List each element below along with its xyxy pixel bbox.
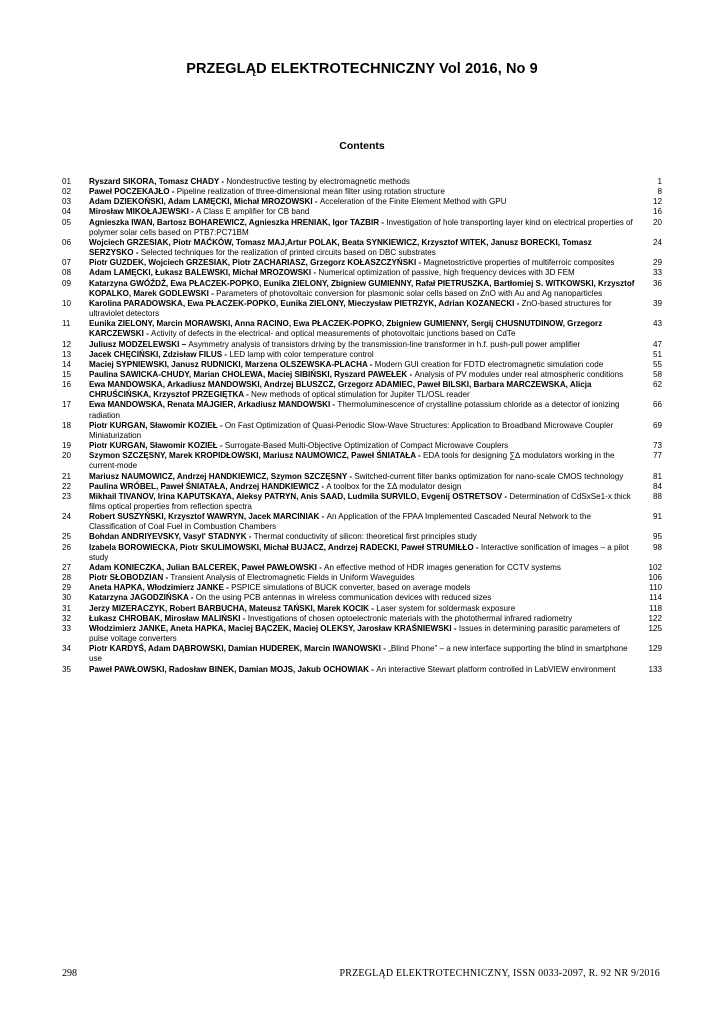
- toc-entry-text: [89, 340, 637, 350]
- toc-entry-title: Issues in determining parasitic parameters of pulse voltage converters: [89, 623, 620, 644]
- footer-page-number: 298: [62, 968, 77, 979]
- toc-entry-page: 51: [652, 349, 662, 359]
- toc-entry-title: An effective method of HDR images generation for CCTV systems: [324, 562, 561, 572]
- toc-entry-title: Thermoluminescence of crystalline potassium chloride as a detector of ionizing radiation: [89, 400, 620, 420]
- toc-entry-number: 30: [62, 593, 72, 603]
- toc-entry-text: [89, 187, 637, 197]
- toc-entry-authors: Paulina WRÓBEL, Paweł ŚNIATAŁA, Andrzej HANDKIEWICZ -: [89, 481, 327, 491]
- toc-entry-title: Laser system for soldermask exposure: [376, 603, 516, 613]
- toc-entry-page: 29: [652, 258, 662, 268]
- toc-entry-title: An interactive Stewart platform controlled in LabVIEW environment: [376, 664, 616, 674]
- toc-row: [62, 604, 662, 614]
- toc-entry-number: 21: [62, 471, 72, 481]
- toc-entry-authors: Adam DZIEKOŃSKI, Adam LAMĘCKI, Michał MROZOWSKI -: [89, 197, 320, 207]
- toc-entry-page: 66: [652, 400, 662, 410]
- toc-entry-page: 129: [648, 644, 662, 654]
- toc-entry-text: [89, 350, 637, 360]
- toc-entry-title: Determination of CdSxSe1-x thick films optical properties from reflection spectra: [89, 491, 631, 511]
- toc-entry-text: [89, 583, 637, 593]
- toc-row: [62, 614, 662, 624]
- toc-entry-title: Investigations of chosen optoelectronic materials with the photothermal infrared radiometry: [247, 613, 573, 623]
- toc-entry-text: [89, 197, 637, 207]
- toc-entry-authors: Szymon SZCZĘSNY, Marek KROPIDŁOWSKI, Mariusz NAUMOWICZ, Paweł ŚNIATAŁA -: [89, 451, 423, 461]
- toc-entry-number: 16: [62, 380, 72, 390]
- toc-entry-page: 106: [648, 573, 662, 583]
- toc-entry-number: 25: [62, 532, 72, 542]
- toc-entry-page: 58: [652, 369, 662, 379]
- toc-entry-text: [89, 492, 637, 512]
- toc-entry-authors: Łukasz CHROBAK, Mirosław MALIŃSKI -: [89, 613, 248, 623]
- toc-row: [62, 573, 662, 583]
- toc-entry-number: 01: [62, 177, 72, 186]
- toc-row: [62, 665, 662, 675]
- toc-entry-page: 73: [652, 441, 662, 451]
- toc-entry-text: [89, 472, 637, 482]
- toc-entry-number: 06: [62, 237, 72, 247]
- toc-row: [62, 441, 662, 451]
- toc-entry-number: 14: [62, 359, 72, 369]
- toc-entry-page: 1: [657, 177, 662, 186]
- toc-entry-text: [89, 319, 637, 339]
- toc-entry-authors: Juliusz MODZELEWSKI –: [89, 339, 189, 349]
- toc-entry-authors: Piotr GUZDEK, Wojciech GRZESIAK, Piotr ZACHARIASZ, Grzegorz KOŁASZCZYŃSKI -: [89, 258, 424, 268]
- toc-entry-page: 47: [652, 339, 662, 349]
- footer-journal-info: PRZEGLĄD ELEKTROTECHNICZNY, ISSN 0033-2097, R. 92 NR 9/2016: [339, 968, 660, 979]
- toc-entry-authors: Piotr KURGAN, Sławomir KOZIEŁ -: [89, 420, 225, 430]
- toc-row: [62, 340, 662, 350]
- toc-entry-title: Switched-current filter banks optimization for nano-scale CMOS technology: [354, 471, 624, 481]
- toc-entry-number: 35: [62, 664, 72, 674]
- toc-entry-number: 08: [62, 268, 72, 278]
- toc-entry-title: „Blind Phone” – a new interface supporting the blind in smartphone use: [89, 644, 628, 664]
- toc-row: [62, 370, 662, 380]
- toc-entry-page: 24: [652, 237, 662, 247]
- toc-row: [62, 238, 662, 258]
- table-of-contents: [62, 177, 662, 675]
- toc-row: [62, 492, 662, 512]
- toc-entry-text: [89, 238, 637, 258]
- toc-entry-title: Nondestructive testing by electromagnetic methods: [226, 177, 410, 186]
- toc-entry-text: [89, 532, 637, 542]
- toc-entry-authors: Aneta HAPKA, Włodzimierz JANKE -: [89, 583, 232, 593]
- toc-entry-text: [89, 279, 637, 299]
- toc-row: [62, 187, 662, 197]
- toc-entry-page: 81: [652, 471, 662, 481]
- toc-entry-page: 20: [652, 217, 662, 227]
- toc-entry-text: [89, 614, 637, 624]
- toc-entry-text: [89, 665, 637, 675]
- toc-entry-number: 26: [62, 542, 72, 552]
- toc-entry-text: [89, 593, 637, 603]
- toc-entry-page: 55: [652, 359, 662, 369]
- toc-entry-text: [89, 299, 637, 319]
- toc-entry-text: [89, 604, 637, 614]
- toc-entry-title: An Application of the FPAA Implemented Cascaded Neural Network to the Classification of Coal Fuel in Combustion Chambers: [89, 512, 591, 532]
- toc-entry-page: 88: [652, 491, 662, 501]
- toc-row: [62, 360, 662, 370]
- toc-row: [62, 593, 662, 603]
- toc-entry-authors: Ryszard SIKORA, Tomasz CHADY -: [89, 177, 227, 186]
- toc-entry-number: 18: [62, 420, 72, 430]
- toc-entry-text: [89, 268, 637, 278]
- toc-row: [62, 268, 662, 278]
- toc-entry-page: 33: [652, 268, 662, 278]
- toc-entry-number: 17: [62, 400, 72, 410]
- toc-entry-number: 03: [62, 197, 72, 207]
- toc-entry-title: Thermal conductivity of silicon: theoretical first principles study: [253, 532, 477, 542]
- toc-entry-page: 62: [652, 380, 662, 390]
- toc-row: [62, 624, 662, 644]
- toc-entry-authors: Włodzimierz JANKE, Aneta HAPKA, Maciej BĄCZEK, Maciej OLEKSY, Jarosław KRAŚNIEWSKI -: [89, 623, 459, 633]
- toc-entry-text: [89, 543, 637, 563]
- toc-row: [62, 258, 662, 268]
- toc-entry-title: ZnO-based structures for ultraviolet detectors: [89, 298, 612, 319]
- toc-entry-page: 91: [652, 512, 662, 522]
- toc-entry-page: 110: [649, 583, 662, 593]
- toc-entry-page: 122: [648, 613, 662, 623]
- toc-entry-authors: Karolina PARADOWSKA, Ewa PŁACZEK-POPKO, Eunika ZIELONY, Mieczysław PIETRZYK, Adrian KOZANECKI -: [89, 298, 522, 308]
- toc-entry-title: Acceleration of the Finite Element Method with GPU: [319, 197, 507, 207]
- toc-entry-page: 95: [652, 532, 662, 542]
- toc-entry-title: Analysis of PV modules under real atmospheric conditions: [414, 369, 624, 379]
- toc-entry-page: 12: [652, 197, 662, 207]
- toc-entry-number: 27: [62, 562, 72, 572]
- toc-entry-authors: Katarzyna JAGODZIŃSKA -: [89, 593, 196, 603]
- toc-entry-authors: Piotr KURGAN, Sławomir KOZIEŁ -: [89, 441, 225, 451]
- toc-entry-title: On Fast Optimization of Quasi-Periodic Slow-Wave Structures: Application to Broadband Microwave Coupler Miniaturization: [89, 420, 614, 440]
- toc-entry-authors: Robert SUSZYŃSKI, Krzysztof WAWRYN, Jacek MARCINIAK -: [89, 512, 327, 522]
- toc-entry-text: [89, 644, 637, 664]
- toc-entry-authors: Eunika ZIELONY, Marcin MORAWSKI, Anna RACINO, Ewa PŁACZEK-POPKO, Zbigniew GUMIENNY, Sergij CHUSNUTDINOW, Grzegorz KARCZEWSKI -: [89, 319, 603, 339]
- toc-entry-text: [89, 563, 637, 573]
- toc-entry-authors: Ewa MANDOWSKA, Renata MAJGIER, Arkadiusz MANDOWSKI -: [89, 400, 338, 410]
- contents-heading: Contents: [339, 140, 385, 152]
- toc-row: [62, 583, 662, 593]
- toc-entry-page: 8: [657, 187, 662, 197]
- toc-entry-text: [89, 380, 637, 400]
- toc-entry-text: [89, 218, 637, 238]
- toc-entry-page: 39: [652, 298, 662, 308]
- toc-entry-page: 133: [648, 664, 662, 674]
- toc-row: [62, 563, 662, 573]
- toc-entry-number: 11: [62, 319, 71, 329]
- toc-entry-number: 19: [62, 441, 72, 451]
- toc-entry-title: Interactive sonification of images – a pilot study: [89, 542, 629, 562]
- toc-entry-page: 43: [652, 319, 662, 329]
- toc-entry-number: 15: [62, 369, 72, 379]
- toc-row: [62, 532, 662, 542]
- toc-entry-number: 04: [62, 207, 72, 217]
- toc-entry-page: 84: [652, 481, 662, 491]
- toc-row: [62, 451, 662, 471]
- toc-entry-page: 98: [652, 542, 662, 552]
- toc-entry-title: Transient Analysis of Electromagnetic Fields in Uniform Waveguides: [170, 573, 415, 583]
- toc-entry-authors: Maciej SYPNIEWSKI, Janusz RUDNICKI, Marzena OLSZEWSKA-PLACHA -: [89, 359, 375, 369]
- toc-row: [62, 279, 662, 299]
- toc-entry-number: 34: [62, 644, 72, 654]
- toc-entry-title: A Class E amplifier for CB band: [196, 207, 310, 217]
- toc-entry-title: Magnetostrictive properties of multiferroic composites: [423, 258, 615, 268]
- toc-entry-title: Numerical optimization of passive, high frequency devices with 3D FEM: [318, 268, 575, 278]
- toc-row: [62, 644, 662, 664]
- toc-entry-text: [89, 400, 637, 420]
- toc-entry-title: Selected techniques for the realization of printed circuits based on DBC substrates: [140, 248, 436, 258]
- toc-entry-authors: Wojciech GRZESIAK, Piotr MAĆKÓW, Tomasz MAJ,Artur POLAK, Beata SYNKIEWICZ, Krzysztof WITEK, Janusz BORECKI, Tomasz SERZYSKO -: [89, 237, 592, 258]
- toc-entry-number: 29: [62, 583, 72, 593]
- toc-row: [62, 218, 662, 238]
- toc-row: [62, 350, 662, 360]
- toc-row: [62, 299, 662, 319]
- toc-entry-number: 20: [62, 451, 72, 461]
- toc-entry-number: 10: [62, 298, 72, 308]
- toc-entry-page: 125: [648, 623, 662, 633]
- toc-entry-authors: Bohdan ANDRIYEVSKY, Vasyl' STADNYK -: [89, 532, 254, 542]
- toc-entry-number: 31: [62, 603, 72, 613]
- toc-entry-authors: Mariusz NAUMOWICZ, Andrzej HANDKIEWICZ, Szymon SZCZĘSNY -: [89, 471, 355, 481]
- journal-title: PRZEGLĄD ELEKTROTECHNICZNY Vol 2016, No 9: [186, 61, 538, 77]
- toc-entry-number: 22: [62, 481, 72, 491]
- toc-row: [62, 197, 662, 207]
- toc-entry-authors: Adam KONIECZKA, Julian BALCEREK, Paweł PAWŁOWSKI -: [89, 562, 325, 572]
- toc-entry-authors: Katarzyna GWÓŹDŹ, Ewa PŁACZEK-POPKO, Eunika ZIELONY, Zbigniew GUMIENNY, Rafał PIETRUSZKA, Bartłomiej S. WITKOWSKI, Krzysztof KOPALKO, Marek GODLEWSKI -: [89, 278, 635, 298]
- toc-entry-authors: Paweł PAWŁOWSKI, Radosław BINEK, Damian MOJS, Jakub OCHOWIAK -: [89, 664, 377, 674]
- toc-entry-text: [89, 624, 637, 644]
- toc-entry-title: Surrogate-Based Multi-Objective Optimization of Compact Microwave Couplers: [224, 441, 509, 451]
- toc-entry-text: [89, 441, 637, 451]
- toc-entry-number: 32: [62, 613, 72, 623]
- toc-entry-title: Parameters of photovoltaic conversion for plasmonic solar cells based on ZnO with Au and Ag nanoparticles: [216, 288, 603, 298]
- toc-row: [62, 207, 662, 217]
- toc-row: [62, 482, 662, 492]
- toc-row: [62, 512, 662, 532]
- toc-entry-authors: Jacek CHĘCIŃSKI, Zdzisław FILUS -: [89, 349, 230, 359]
- toc-entry-text: [89, 573, 637, 583]
- toc-entry-number: 23: [62, 491, 72, 501]
- toc-entry-title: New methods of optical stimulation for Jupiter TL/OSL reader: [251, 390, 470, 400]
- toc-entry-text: [89, 258, 637, 268]
- toc-row: [62, 472, 662, 482]
- toc-entry-text: [89, 177, 637, 187]
- toc-entry-title: LED lamp with color temperature control: [229, 349, 374, 359]
- toc-entry-number: 24: [62, 512, 72, 522]
- toc-row: [62, 380, 662, 400]
- toc-entry-authors: Ewa MANDOWSKA, Arkadiusz MANDOWSKI, Andrzej BLUSZCZ, Grzegorz ADAMIEC, Paweł BILSKI, Barbara MARCZEWSKA, Alicja CHRUŚCIŃSKA, Krzysztof PRZEGIĘTKA -: [89, 380, 592, 400]
- toc-entry-title: Asymmetry analysis of transistors driving by the transmission-line transformer in h.f. push-pull power amplifier: [188, 339, 581, 349]
- toc-entry-title: PSPICE simulations of BUCK converter, based on average models: [231, 583, 471, 593]
- toc-entry-authors: Mikhail TIVANOV, Irina KAPUTSKAYA, Aleksy PATRYN, Anis SAAD, Ludmila SURVILO, Evgenij OSTRETSOV -: [89, 491, 510, 501]
- toc-entry-authors: Izabela BOROWIECKA, Piotr SKULIMOWSKI, Michał BUJACZ, Andrzej RADECKI, Paweł STRUMIŁŁO -: [89, 542, 481, 552]
- toc-entry-number: 28: [62, 573, 72, 583]
- toc-entry-page: 16: [652, 207, 662, 217]
- toc-entry-text: [89, 370, 637, 380]
- toc-entry-text: [89, 421, 637, 441]
- toc-entry-number: 02: [62, 187, 72, 197]
- toc-entry-authors: Paulina SAWICKA-CHUDY, Marian CHOLEWA, Maciej SIBIŃSKI, Ryszard PAWEŁEK -: [89, 369, 415, 379]
- toc-entry-authors: Paweł POCZEKAJŁO -: [89, 187, 177, 197]
- toc-entry-authors: Agnieszka IWAN, Bartosz BOHAREWICZ, Agnieszka HRENIAK, Igor TAZBIR -: [89, 217, 387, 227]
- toc-row: [62, 177, 662, 187]
- toc-entry-number: 33: [62, 623, 72, 633]
- toc-entry-title: A toolbox for the ΣΔ modulator design: [326, 481, 462, 491]
- toc-entry-title: On the using PCB antennas in wireless communication devices with reduced sizes: [195, 593, 492, 603]
- toc-row: [62, 421, 662, 441]
- toc-row: [62, 400, 662, 420]
- toc-entry-text: [89, 512, 637, 532]
- toc-entry-page: 118: [649, 603, 662, 613]
- toc-entry-text: [89, 207, 637, 217]
- toc-entry-title: Investigation of hole transporting layer kind on electrical properties of polymer solar cells based on PTB7:PC71BM: [89, 217, 633, 237]
- toc-row: [62, 543, 662, 563]
- toc-entry-title: Activity of defects in the electrical- and optical measurements of photovoltaic junctions based on CdTe: [151, 329, 516, 339]
- toc-entry-page: 77: [652, 451, 662, 461]
- toc-entry-title: Pipeline realization of three-dimensional mean filter using rotation structure: [176, 187, 445, 197]
- toc-entry-page: 36: [652, 278, 662, 288]
- toc-entry-page: 102: [648, 562, 662, 572]
- toc-entry-number: 13: [62, 349, 72, 359]
- toc-entry-text: [89, 482, 637, 492]
- toc-entry-title: EDA tools for designing ∑∆ modulators working in the current-mode: [89, 451, 615, 471]
- toc-row: [62, 319, 662, 339]
- toc-entry-authors: Piotr KARDYŚ, Adam DĄBROWSKI, Damian HUDEREK, Marcin IWANOWSKI -: [89, 644, 389, 654]
- toc-entry-number: 07: [62, 258, 72, 268]
- toc-entry-authors: Adam LAMĘCKI, Łukasz BALEWSKI, Michał MROZOWSKI -: [89, 268, 319, 278]
- toc-entry-authors: Piotr SŁOBODZIAN -: [89, 573, 171, 583]
- toc-entry-text: [89, 451, 637, 471]
- toc-entry-title: Modern GUI creation for FDTD electromagnetic simulation code: [374, 359, 604, 369]
- toc-entry-number: 05: [62, 217, 72, 227]
- toc-entry-number: 09: [62, 278, 72, 288]
- toc-entry-text: [89, 360, 637, 370]
- toc-entry-authors: Mirosław MIKOŁAJEWSKI -: [89, 207, 197, 217]
- toc-entry-page: 69: [652, 420, 662, 430]
- toc-entry-authors: Jerzy MIZERACZYK, Robert BARBUCHA, Mateusz TAŃSKI, Marek KOCIK -: [89, 603, 377, 613]
- toc-entry-number: 12: [62, 339, 72, 349]
- toc-entry-page: 114: [649, 593, 662, 603]
